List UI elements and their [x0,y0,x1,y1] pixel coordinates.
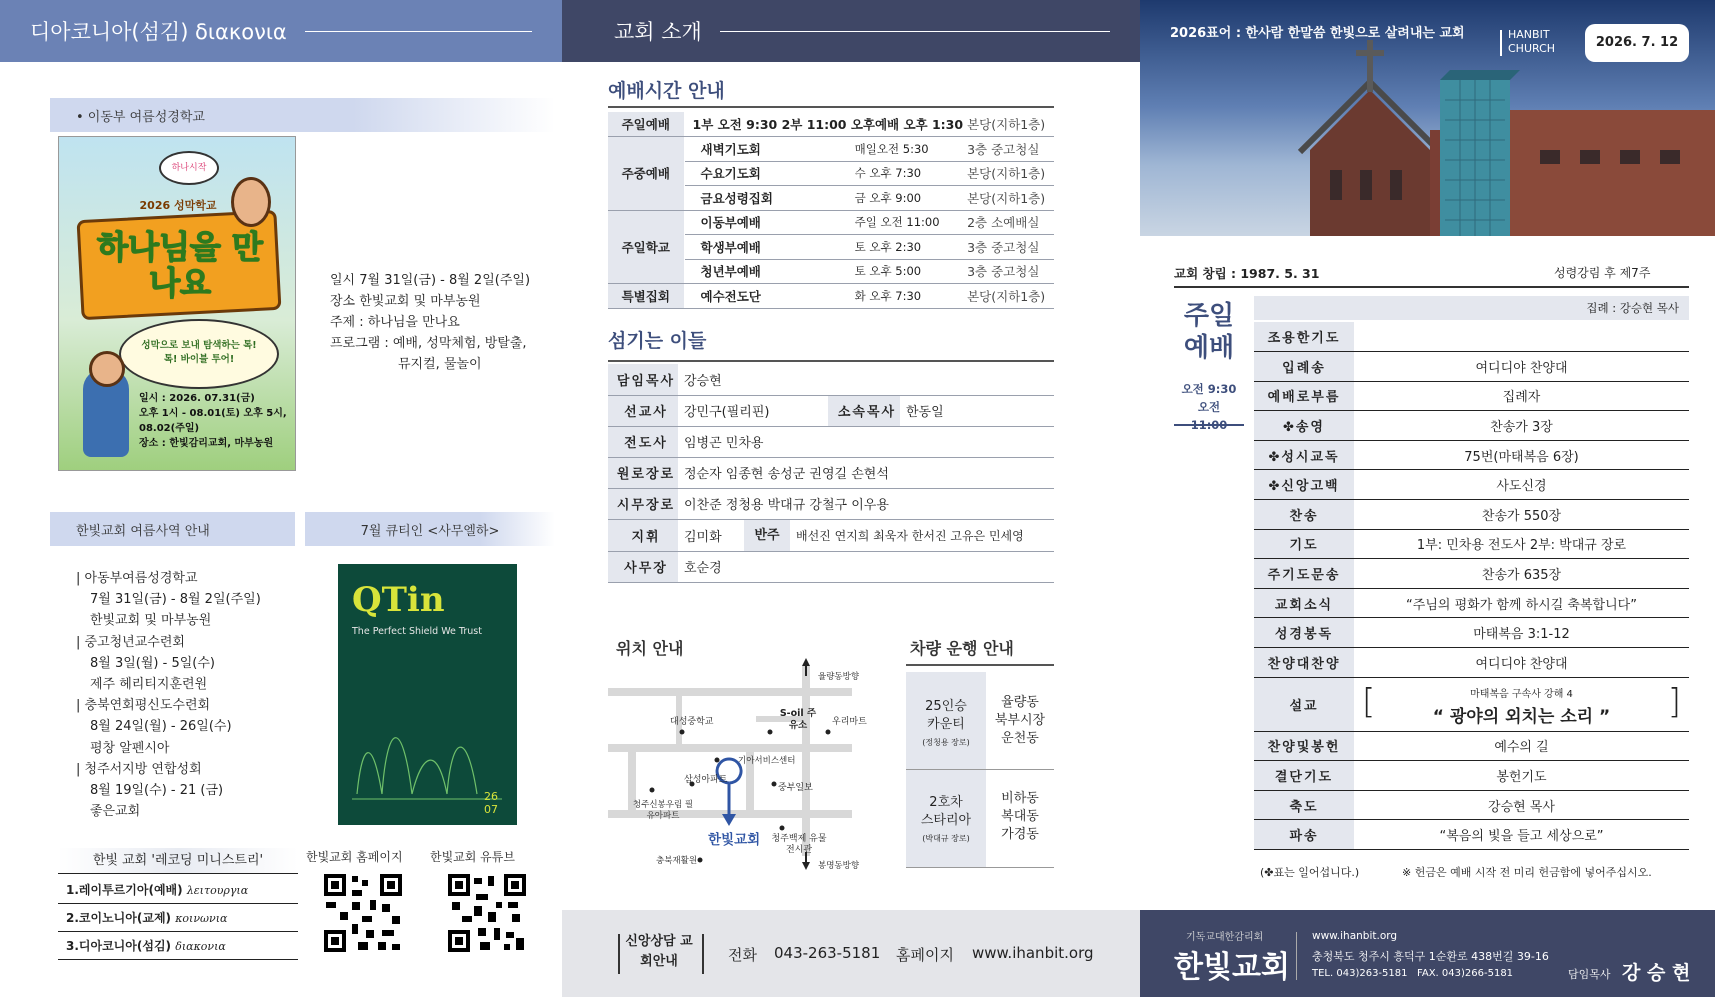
order-label: 교회소식 [1254,588,1354,618]
poster-info-line: 일시 : 2026. 07.31(금) [139,393,255,404]
contact-footer [562,910,1140,997]
summer-item-place: 평창 알펜시아 [90,740,170,756]
worship-time: 화 오후 7:30 [855,284,963,309]
bus-driver: (정청용 장로) [922,738,970,747]
standing-note: (✤표는 일어섭니다.) [1260,866,1360,879]
staff-title: 섬기는 이들 [608,330,707,352]
order-value: 75번(마태복음 6장) [1354,440,1689,470]
header-rule [720,31,1110,32]
staff-role: 소속목사 [828,395,900,426]
intro-header [562,0,1140,62]
map-label-soil: S-oil 주유소 [779,708,817,731]
bus-model: 카운티 [927,717,965,732]
ministry-greek: διακονια [175,940,226,953]
worship-category: 주중예배 [608,137,684,211]
staff-names: 한동일 [900,395,1054,426]
summer-bar: 한빛교회 여름사역 안내 [50,512,295,546]
order-row [1254,790,1689,820]
order-label: 결단기도 [1254,761,1354,791]
bus-stops [986,770,1054,867]
intro-title: 교회 소개 [614,20,702,44]
vbs-info-program: 프로그램 : 예배, 성막체험, 방탈출, [330,336,527,351]
worship-row [608,137,1054,162]
offering-note: ※ 헌금은 예배 시작 전 미리 헌금함에 넣어주십시오. [1402,866,1652,879]
staff-names: 임병곤 민차용 [678,426,1054,457]
vbs-info [330,270,530,375]
order-row [1254,411,1689,441]
worship-row [608,284,1054,309]
recording-ministry-title: 한빛 교회 '레코딩 미니스트리' [58,848,298,874]
order-label: ✤신앙고백 [1254,470,1354,500]
vbs-info-program-cont: 뮤지컬, 물놀이 [398,357,482,372]
brand-divider [1500,30,1502,56]
footer-url[interactable]: www.ihanbit.org [1312,930,1398,942]
worship-time: 주일 오전 11:00 [855,210,963,235]
worship-place: 본당(지하1층) [963,186,1054,211]
liturgical-week: 성령강림 후 제7주 [1554,266,1651,280]
order-label: 기도 [1254,529,1354,559]
diakonia-header [0,0,562,62]
order-value: 집례자 [1354,381,1689,411]
bus-stop: 비하동 [1001,791,1039,806]
times-rule [1174,424,1244,426]
order-row [1254,322,1689,352]
order-value: 강승현 목사 [1354,790,1689,820]
staff-role: 지휘 [608,519,678,551]
service-time: 오전 [1197,400,1221,414]
worship-place: 2층 소예배실 [963,210,1054,235]
summer-item: | 청주서지방 연합성회 [76,761,202,777]
summer-item-date: 8월 19일(수) - 21 (금) [90,783,224,799]
order-label: 예배로부름 [1254,381,1354,411]
order-label: 찬양및봉헌 [1254,731,1354,761]
worship-place: 3층 중고청실 [963,259,1054,284]
founded-rule [1174,286,1689,288]
staff-names: 호순경 [678,551,1054,582]
order-row [1254,352,1689,382]
ministry-name: 1.레이투르기아(예배) [66,883,183,897]
worship-time: 토 오후 5:00 [855,259,963,284]
qtin-cover-art [352,674,502,804]
order-label: 파송 [1254,820,1354,850]
qtin-number: 26 07 [484,790,498,816]
worship-time: 수 오후 7:30 [855,161,963,186]
summer-item-place: 한빛교회 및 마부농원 [90,613,212,629]
order-value: 마태복음 3:1-12 [1354,618,1689,648]
service-time: 오전 9:30 [1181,382,1237,396]
poster-title: 하나님을 만나요 [97,228,263,302]
summer-item-place: 제주 헤리티지훈련원 [90,677,208,693]
staff-role: 선교사 [608,395,678,426]
bus-car: 2호차 [929,795,963,810]
summer-item: | 충북연회평신도수련회 [76,698,211,714]
bus-stop: 북부시장 [994,713,1046,728]
summer-item-date: 8월 24일(월) - 26일(수) [90,719,232,735]
summer-item: | 아동부여름성경학교 [76,571,198,586]
poster-info [139,391,295,451]
order-row [1254,470,1689,500]
order-value: 예수의 길 [1354,731,1689,761]
staff-names: 이찬준 정청용 박대규 강철구 이우용 [678,488,1054,519]
homepage-label: 홈페이지 [896,946,954,964]
bus-stops [986,672,1054,769]
staff-names: 김미화 [684,529,722,545]
qtin-logo: QTin [352,580,445,620]
worship-name: 예수전도단 [684,284,855,309]
order-value: “복음의 빛을 들고 세상으로” [1354,820,1689,850]
summer-list [76,568,261,822]
sermon-label: 설교 [1254,677,1354,731]
worship-place: 본당(지하1층) [963,112,1054,137]
order-value: 찬송가 635장 [1354,559,1689,589]
worship-category: 주일학교 [608,210,684,284]
order-row [1254,559,1689,589]
order-row [1254,761,1689,791]
header-rule [305,31,532,32]
map-south: 봉명동방향 [818,861,860,871]
worship-row [608,112,1054,137]
order-row [1254,440,1689,470]
map-label-apt: 삼성아파트 [684,775,728,785]
map-label-museum: 청주백제 유물전시관 [771,834,827,855]
staff-names: 강승현 [678,364,1054,395]
worship-name: 수요기도회 [684,161,855,186]
worship-time: 토 오후 2:30 [855,235,963,260]
title-rule [906,664,1054,666]
homepage-link[interactable]: www.ihanbit.org [972,944,1094,962]
vbs-info-date: 일시 7월 31일(금) - 8월 2일(주일) [330,273,531,288]
worship-table [608,112,1054,309]
church-photo [1140,0,1715,236]
title-rule [608,106,1054,108]
order-label: 주기도문송 [1254,559,1354,589]
order-label: 축도 [1254,790,1354,820]
vbs-poster [58,136,296,471]
order-panel [1140,0,1715,997]
footer-phone: TEL. 043)263-5181 FAX. 043)266-5181 [1312,968,1514,979]
title-rule [608,360,1054,362]
qr-youtube-icon[interactable] [446,872,528,954]
church-logo-name: 한빛교회 [1174,950,1290,985]
sermon-row [1254,677,1689,731]
order-label: ✤송영 [1254,411,1354,441]
worship-row [608,210,1054,235]
staff-role: 담임목사 [608,364,678,395]
church-pin-icon [717,759,741,818]
worship-time: 금 오후 9:00 [855,186,963,211]
vbs-info-place: 장소 한빛교회 및 마부농원 [330,294,481,309]
tel-label: 전화 [728,946,757,964]
qt-bar: 7월 큐티인 <사무엘하> [305,512,555,546]
staff-names: 정순자 임종현 송성군 권영길 손현석 [678,457,1054,488]
staff-role: 반주 [744,520,790,551]
order-label: 조용한기도 [1254,322,1354,352]
worship-name: 1부 오전 9:30 2부 11:00 오후예배 오후 1:30 [684,112,963,137]
bus-stop: 운천동 [1001,731,1039,746]
map-label-rehab: 충북재활원 [656,856,698,866]
leader-bar: 집례 : 강승현 목사 [1254,296,1689,320]
qtin-book-cover [338,564,517,825]
order-value: 찬송가 550장 [1354,500,1689,530]
worship-name: 청년부예배 [684,259,855,284]
bus-row [906,672,1054,770]
worship-name: 학생부예배 [684,235,855,260]
poster-school: 2026 성막학교 [139,199,217,212]
ministry-item [58,904,298,932]
intro-panel [562,0,1140,997]
map-label-mart: 우리마트 [832,717,867,727]
worship-place: 본당(지하1층) [963,284,1054,309]
qr-homepage-label: 한빛교회 홈페이지 [306,850,403,864]
staff-table [608,364,1054,583]
order-label: 성경봉독 [1254,618,1354,648]
poster-info-line: 장소 : 한빛감리교회, 마부농원 [139,438,274,449]
pastor-label: 담임목사 [1568,968,1611,981]
denomination: 기독교대한감리회 [1186,932,1264,943]
map-church-label: 한빛교회 [708,832,761,848]
order-value: 여디디야 찬양대 [1354,648,1689,678]
sermon-cell [1354,677,1689,731]
vbs-bar: • 이동부 여름성경학교 [50,98,555,132]
order-row [1254,731,1689,761]
location-title: 위치 안내 [616,639,684,658]
summer-item-place: 좋은교회 [90,804,141,820]
order-label: 찬양대찬양 [1254,648,1354,678]
bus-car: 25인승 [925,699,967,714]
diakonia-panel [0,0,562,997]
order-row [1254,648,1689,678]
order-row [1254,588,1689,618]
ministry-item [58,876,298,904]
worship-times-title: 예배시간 안내 [608,80,725,102]
bus-vehicle [906,770,986,867]
sermon-reference: 마태복음 구속사 강해 4 [1470,689,1573,701]
worship-place: 3층 중고청실 [963,137,1054,162]
worship-name: 새벽기도회 [684,137,855,162]
ministry-list [58,876,298,960]
date-badge: 2026. 7. 12 [1585,24,1689,62]
order-value [1354,322,1689,352]
staff-names: 강민구(필리핀) [678,395,828,426]
order-value: “주님의 평화가 함께 하시길 축복합니다” [1354,588,1689,618]
order-value: 사도신경 [1354,470,1689,500]
ministry-item [58,932,298,960]
bus-driver: (박대규 장로) [922,834,970,843]
bus-model: 스타리아 [920,813,972,828]
map-label-jungbu: 중부일보 [778,783,813,793]
poster-info-line: 08.02(주일) [139,423,200,434]
staff-role: 시무장로 [608,488,678,519]
order-row [1254,618,1689,648]
bus-vehicle [906,672,986,769]
order-row [1254,529,1689,559]
summer-item-date: 7월 31일(금) - 8월 2일(주일) [90,592,261,608]
summer-item-date: 8월 3일(월) - 5일(수) [90,655,215,671]
ministry-greek: λειτουργια [186,884,249,897]
order-label: ✤성시교독 [1254,440,1354,470]
ministry-name: 3.디아코니아(섬김) [66,939,172,953]
staff-names: 배선진 연지희 최욱자 한서진 고유은 민세영 [796,528,1024,543]
order-value: 찬송가 3장 [1354,411,1689,441]
ministry-name: 2.코이노니아(교제) [66,911,172,925]
worship-category: 주일예배 [608,112,684,137]
summer-item: | 중고청년교수련회 [76,634,185,650]
church-building-illustration [1270,40,1715,236]
bus-stop: 가경동 [1001,827,1039,842]
staff-role: 원로장로 [608,457,678,488]
worship-place: 3층 중고청실 [963,235,1054,260]
order-row [1254,381,1689,411]
order-value: 봉헌기도 [1354,761,1689,791]
footer-address: 충청북도 청주시 흥덕구 1순환로 438번길 39-16 [1312,950,1549,963]
order-label: 찬송 [1254,500,1354,530]
order-row [1254,500,1689,530]
service-title: 주일 예배 [1183,301,1235,363]
bracket-left-icon: [ [1362,681,1376,722]
map-label-sinbong: 청주신봉우림 필유아파트 [632,800,694,821]
worship-name: 금요성령집회 [684,186,855,211]
staff-role: 전도사 [608,426,678,457]
worship-place: 본당(지하1층) [963,161,1054,186]
qr-homepage-icon[interactable] [322,872,404,954]
bus-stop: 복대동 [1001,809,1039,824]
poster-bubble: 하나시작 [159,151,219,185]
sermon-title: “ 광야의 외치는 소리 ” [1432,707,1611,728]
ministry-greek: κοινωνια [175,912,228,925]
order-label: 입례송 [1254,352,1354,382]
brand-name: HANBIT CHURCH [1508,28,1556,55]
vbs-info-theme: 주제 : 하나님을 만나요 [330,315,460,330]
founded: 교회 창립 : 1987. 5. 31 [1174,266,1320,281]
order-table [1254,322,1689,850]
qr-youtube-label: 한빛교회 유튜브 [430,850,515,864]
poster-subbubble: 성막으로 보내 탐색하는 톡! 톡! 바이블 투어! [119,319,279,389]
motto: 2026표어 : 한사람 한말씀 한빛으로 살려내는 교회 [1170,26,1465,41]
worship-name: 이동부예배 [684,210,855,235]
map-label-kia: 기아서비스센터 [738,756,796,766]
tel-number[interactable]: 043-263-5181 [774,944,881,962]
boy-head [89,351,125,387]
qtin-sub: The Perfect Shield We Trust [352,626,482,637]
church-footer [1140,910,1715,997]
map-north: 율량동방향 [818,672,860,682]
worship-category: 특별집회 [608,284,684,309]
bus-stop: 율량동 [1001,695,1039,710]
poster-info-line: 오후 1시 - 08.01(토) 오후 5시, [139,408,287,419]
footer-divider [1296,932,1297,980]
order-row [1254,820,1689,850]
staff-role: 사무장 [608,551,678,582]
pastor-name: 강 승 현 [1622,962,1691,984]
order-value: 1부: 민차용 전도사 2부: 박대규 장로 [1354,529,1689,559]
bus-title: 차량 운행 안내 [910,639,1014,658]
bus-table [906,672,1054,868]
bus-row [906,770,1054,867]
counsel-label: 신앙상담 교회안내 [625,934,693,969]
worship-time: 매일오전 5:30 [855,137,963,162]
map-label-school: 대성중학교 [670,717,714,727]
girl-illustration [231,177,271,227]
order-value: 여디디야 찬양대 [1354,352,1689,382]
diakonia-title: 디아코니아(섬김) διακονια [30,20,287,44]
bracket-right-icon: ] [1667,681,1681,722]
